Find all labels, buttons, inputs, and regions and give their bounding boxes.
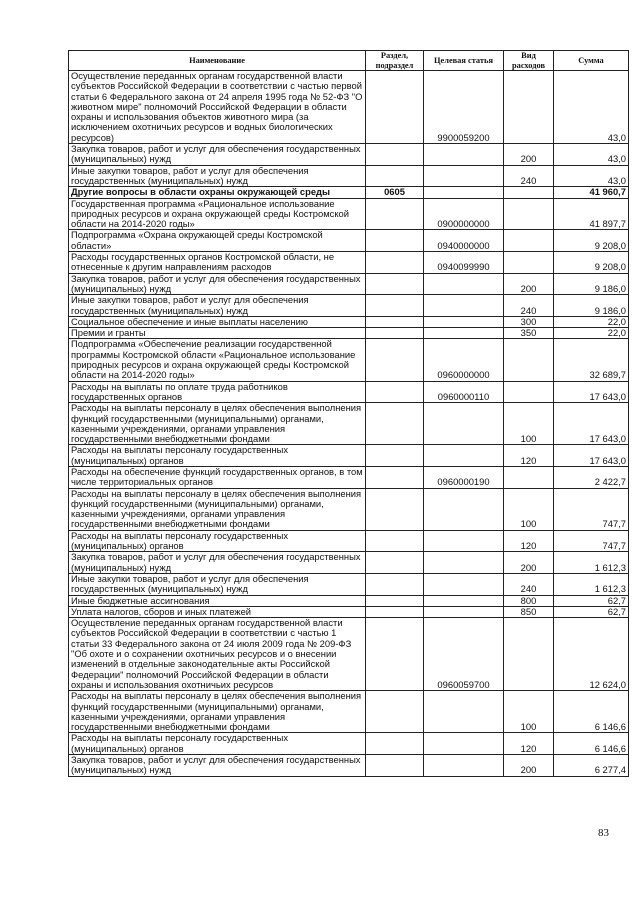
header-name: Наименование [69, 51, 366, 71]
cell-section [366, 618, 424, 691]
cell-kind [504, 252, 554, 274]
cell-section [366, 530, 424, 552]
table-row [69, 445, 629, 467]
cell-name: Закупка товаров, работ и услуг для обеспечения государственных (муниципальных) нужд [69, 273, 366, 295]
cell-name: Расходы на выплаты персоналу государственных (муниципальных) органов [69, 445, 366, 467]
cell-target [424, 573, 504, 595]
cell-target: 9900059200 [424, 71, 504, 144]
cell-target: 0960000190 [424, 466, 504, 488]
cell-section [366, 755, 424, 777]
header-sum: Сумма [554, 51, 629, 71]
table-row [69, 381, 629, 403]
cell-sum: 17 643,0 [554, 403, 629, 445]
table-row [69, 691, 629, 733]
cell-section [366, 488, 424, 530]
cell-kind [504, 381, 554, 403]
cell-kind: 200 [504, 144, 554, 166]
table-row [69, 573, 629, 595]
table-row [69, 466, 629, 488]
cell-section [366, 466, 424, 488]
table-row [69, 552, 629, 574]
cell-name: Закупка товаров, работ и услуг для обеспечения государственных (муниципальных) нужд [69, 552, 366, 574]
table-row [69, 755, 629, 777]
cell-kind [504, 466, 554, 488]
cell-name: Иные закупки товаров, работ и услуг для обеспечения государственных (муниципальных) нужд [69, 295, 366, 317]
cell-name: Другие вопросы в области охраны окружающей среды [69, 187, 366, 198]
cell-sum: 22,0 [554, 328, 629, 339]
cell-sum: 747,7 [554, 488, 629, 530]
cell-kind [504, 187, 554, 198]
cell-kind: 120 [504, 733, 554, 755]
cell-section [366, 71, 424, 144]
table-row [69, 328, 629, 339]
table-row [69, 252, 629, 274]
cell-section [366, 273, 424, 295]
cell-sum: 43,0 [554, 165, 629, 187]
table-row [69, 144, 629, 166]
cell-sum: 9 208,0 [554, 252, 629, 274]
cell-sum: 41 960,7 [554, 187, 629, 198]
cell-target: 0960000000 [424, 339, 504, 381]
cell-kind: 200 [504, 273, 554, 295]
cell-target [424, 316, 504, 327]
cell-target [424, 165, 504, 187]
table-header [69, 51, 629, 71]
table-row [69, 530, 629, 552]
cell-target [424, 691, 504, 733]
table-row [69, 198, 629, 230]
cell-section [366, 403, 424, 445]
cell-target [424, 445, 504, 467]
cell-name: Государственная программа «Рациональное использование природных ресурсов и охрана окружающей среды Костромской области на 2014-2020 годы» [69, 198, 366, 230]
cell-sum: 6 277,4 [554, 755, 629, 777]
cell-sum: 9 186,0 [554, 295, 629, 317]
cell-section [366, 733, 424, 755]
cell-target [424, 606, 504, 617]
cell-target: 0940000000 [424, 230, 504, 252]
cell-section [366, 230, 424, 252]
cell-target: 0900000000 [424, 198, 504, 230]
cell-section [366, 339, 424, 381]
cell-kind: 100 [504, 403, 554, 445]
cell-kind: 200 [504, 755, 554, 777]
cell-sum: 32 689,7 [554, 339, 629, 381]
cell-name: Расходы на выплаты персоналу государственных (муниципальных) органов [69, 733, 366, 755]
cell-name: Социальное обеспечение и иные выплаты населению [69, 316, 366, 327]
cell-section [366, 165, 424, 187]
cell-section: 0605 [366, 187, 424, 198]
cell-target [424, 295, 504, 317]
cell-sum: 43,0 [554, 144, 629, 166]
cell-target: 0940099990 [424, 252, 504, 274]
table-row [69, 230, 629, 252]
header-section: Раздел, подраздел [366, 51, 424, 71]
cell-name: Расходы на выплаты персоналу в целях обеспечения выполнения функций государственными (муниципальными) органами, казенными учреждениями, органами управления государственными внебюджетными фондами [69, 403, 366, 445]
cell-target [424, 403, 504, 445]
cell-target [424, 530, 504, 552]
cell-name: Иные закупки товаров, работ и услуг для обеспечения государственных (муниципальных) нужд [69, 165, 366, 187]
cell-name: Уплата налогов, сборов и иных платежей [69, 606, 366, 617]
table-row [69, 71, 629, 144]
table-row [69, 488, 629, 530]
cell-target: 0960000110 [424, 381, 504, 403]
cell-section [366, 691, 424, 733]
cell-section [366, 252, 424, 274]
cell-kind [504, 230, 554, 252]
cell-name: Закупка товаров, работ и услуг для обеспечения государственных (муниципальных) нужд [69, 144, 366, 166]
cell-sum: 747,7 [554, 530, 629, 552]
cell-target [424, 187, 504, 198]
cell-kind [504, 71, 554, 144]
header-row [69, 51, 629, 71]
cell-kind: 300 [504, 316, 554, 327]
cell-kind: 800 [504, 595, 554, 606]
cell-section [366, 144, 424, 166]
cell-kind: 240 [504, 295, 554, 317]
budget-table [68, 50, 629, 777]
cell-section [366, 381, 424, 403]
cell-target [424, 595, 504, 606]
table-row [69, 165, 629, 187]
cell-kind: 350 [504, 328, 554, 339]
table-row [69, 618, 629, 691]
cell-name: Расходы на выплаты по оплате труда работников государственных органов [69, 381, 366, 403]
cell-name: Премии и гранты [69, 328, 366, 339]
cell-sum: 17 643,0 [554, 381, 629, 403]
cell-kind: 100 [504, 691, 554, 733]
cell-name: Иные закупки товаров, работ и услуг для обеспечения государственных (муниципальных) нужд [69, 573, 366, 595]
cell-target [424, 755, 504, 777]
cell-sum: 2 422,7 [554, 466, 629, 488]
cell-sum: 22,0 [554, 316, 629, 327]
cell-target [424, 273, 504, 295]
cell-sum: 12 624,0 [554, 618, 629, 691]
cell-target [424, 552, 504, 574]
cell-sum: 6 146,6 [554, 733, 629, 755]
cell-kind: 120 [504, 530, 554, 552]
cell-kind: 240 [504, 165, 554, 187]
cell-sum: 43,0 [554, 71, 629, 144]
cell-sum: 62,7 [554, 595, 629, 606]
cell-kind: 850 [504, 606, 554, 617]
cell-kind: 240 [504, 573, 554, 595]
cell-name: Расходы на выплаты персоналу в целях обеспечения выполнения функций государственными (муниципальными) органами, казенными учреждениями, органами управления государственными внебюджетными фондами [69, 691, 366, 733]
cell-name: Расходы государственных органов Костромской области, не отнесенные к другим направлениям расходов [69, 252, 366, 274]
cell-name: Расходы на выплаты персоналу в целях обеспечения выполнения функций государственными (муниципальными) органами, казенными учреждениями, органами управления государственными внебюджетными фондами [69, 488, 366, 530]
cell-kind: 200 [504, 552, 554, 574]
table-row [69, 595, 629, 606]
table-row [69, 295, 629, 317]
table-row [69, 733, 629, 755]
cell-sum: 9 186,0 [554, 273, 629, 295]
cell-sum: 1 612,3 [554, 573, 629, 595]
cell-section [366, 328, 424, 339]
cell-section [366, 445, 424, 467]
table-row [69, 606, 629, 617]
table-row [69, 273, 629, 295]
cell-name: Осуществление переданных органам государственной власти субъектов Российской Федерации в соответствии с частью первой статьи 6 Федерального закона от 24 апреля 1995 года № 52-ФЗ "О животном мире" полномочий Российской Федерации в области охраны и использования объектов животного мира (за исключением охотничьих ресурсов и водных биологических ресурсов) [69, 71, 366, 144]
header-kind: Вид расходов [504, 51, 554, 71]
cell-kind [504, 618, 554, 691]
cell-sum: 62,7 [554, 606, 629, 617]
cell-section [366, 606, 424, 617]
table-body [69, 71, 629, 777]
cell-name: Подпрограмма «Охрана окружающей среды Костромской области» [69, 230, 366, 252]
cell-section [366, 552, 424, 574]
cell-sum: 6 146,6 [554, 691, 629, 733]
cell-section [366, 316, 424, 327]
cell-name: Расходы на выплаты персоналу государственных (муниципальных) органов [69, 530, 366, 552]
cell-kind [504, 198, 554, 230]
cell-name: Расходы на обеспечение функций государственных органов, в том числе территориальных органов [69, 466, 366, 488]
cell-target [424, 488, 504, 530]
cell-kind: 100 [504, 488, 554, 530]
page-number: 83 [598, 827, 609, 839]
cell-target: 0960059700 [424, 618, 504, 691]
cell-target [424, 733, 504, 755]
cell-sum: 41 897,7 [554, 198, 629, 230]
table-row [69, 187, 629, 198]
cell-kind [504, 339, 554, 381]
cell-target [424, 328, 504, 339]
table-row [69, 403, 629, 445]
cell-name: Осуществление переданных органам государственной власти субъектов Российской Федерации в соответствии с частью 1 статьи 33 Федерального закона от 24 июля 2009 года № 209-ФЗ "Об охоте и о сохранении охотничьих ресурсов и о внесении изменений в отдельные законодательные акты Российской Федерации" полномочий Российской Федерации в области охраны и использования охотничьих ресурсов [69, 618, 366, 691]
cell-sum: 17 643,0 [554, 445, 629, 467]
cell-section [366, 198, 424, 230]
cell-section [366, 595, 424, 606]
table-row [69, 316, 629, 327]
header-target: Целевая статья [424, 51, 504, 71]
cell-section [366, 295, 424, 317]
cell-name: Подпрограмма «Обеспечение реализации государственной программы Костромской области «Рациональное использование природных ресурсов и охрана окружающей среды Костромской области на 2014-2020 годы» [69, 339, 366, 381]
cell-target [424, 144, 504, 166]
cell-section [366, 573, 424, 595]
cell-sum: 1 612,3 [554, 552, 629, 574]
cell-name: Иные бюджетные ассигнования [69, 595, 366, 606]
cell-name: Закупка товаров, работ и услуг для обеспечения государственных (муниципальных) нужд [69, 755, 366, 777]
table-row [69, 339, 629, 381]
cell-sum: 9 208,0 [554, 230, 629, 252]
cell-kind: 120 [504, 445, 554, 467]
